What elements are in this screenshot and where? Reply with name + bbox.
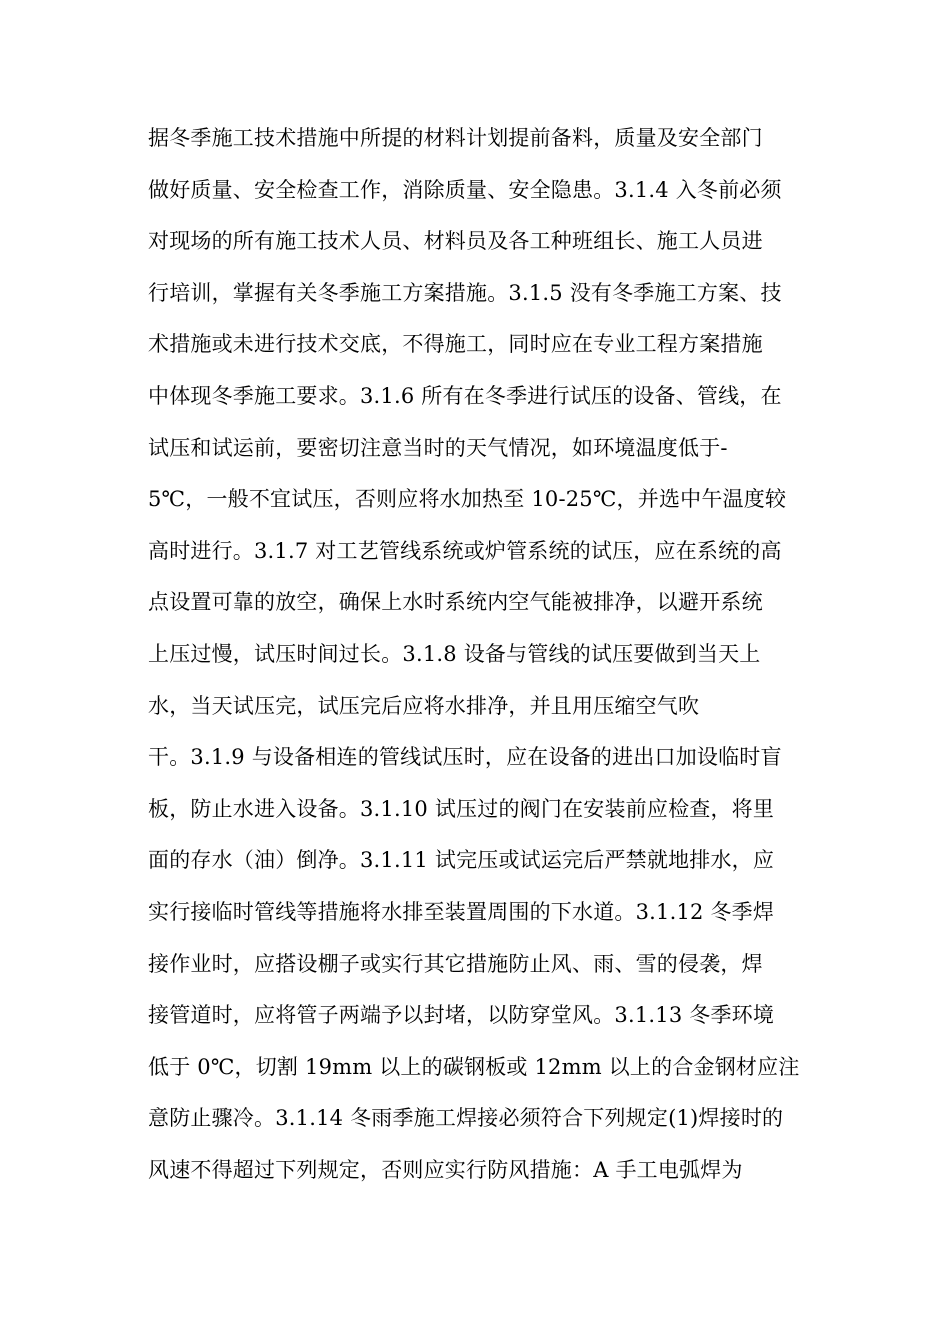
text-line: 风速不得超过下列规定，否则应实行防风措施：A 手工电弧焊为 (148, 1157, 743, 1182)
text-line: 做好质量、安全检查工作，消除质量、安全隐患。3.1.4 入冬前必须 (148, 177, 782, 202)
text-line: 面的存水（油）倒净。3.1.11 试完压或试运完后严禁就地排水，应 (148, 848, 775, 873)
text-line: 接管道时，应将管子两端予以封堵，以防穿堂风。3.1.13 冬季环境 (148, 1003, 775, 1028)
text-line: 低于 0℃，切割 19mm 以上的碳钢板或 12mm 以上的合金钢材应注 (148, 1054, 800, 1079)
text-line: 干。3.1.9 与设备相连的管线试压时，应在设备的进出口加设临时盲 (148, 745, 782, 770)
text-line: 意防止骤冷。3.1.14 冬雨季施工焊接必须符合下列规定(1)焊接时的 (148, 1106, 784, 1131)
text-line: 点设置可靠的放空，确保上水时系统内空气能被排净，以避开系统 (148, 590, 763, 615)
text-line: 板，防止水进入设备。3.1.10 试压过的阀门在安装前应检查，将里 (148, 796, 775, 821)
text-line: 试压和试运前，要密切注意当时的天气情况，如环境温度低于- (148, 435, 728, 460)
text-line: 实行接临时管线等措施将水排至装置周围的下水道。3.1.12 冬季焊 (148, 899, 775, 924)
text-line: 据冬季施工技术措施中所提的材料计划提前备料，质量及安全部门 (148, 126, 763, 150)
text-line: 行培训，掌握有关冬季施工方案措施。3.1.5 没有冬季施工方案、技 (148, 280, 782, 305)
text-line: 上压过慢，试压时间过长。3.1.8 设备与管线的试压要做到当天上 (148, 641, 761, 666)
text-line: 接作业时，应搭设棚子或实行其它措施防止风、雨、雪的侵袭，焊 (148, 951, 763, 976)
body-paragraph (148, 113, 828, 1196)
text-line: 对现场的所有施工技术人员、材料员及各工种班组长、施工人员进 (148, 229, 763, 254)
text-line: 5℃，一般不宜试压，否则应将水加热至 10-25℃，并选中午温度较 (148, 487, 787, 512)
text-line: 高时进行。3.1.7 对工艺管线系统或炉管系统的试压，应在系统的高 (148, 538, 782, 563)
text-line: 水，当天试压完，试压完后应将水排净，并且用压缩空气吹 (148, 693, 700, 718)
text-line: 术措施或未进行技术交底，不得施工，同时应在专业工程方案措施 (148, 332, 763, 357)
text-line: 中体现冬季施工要求。3.1.6 所有在冬季进行试压的设备、管线，在 (148, 383, 782, 408)
